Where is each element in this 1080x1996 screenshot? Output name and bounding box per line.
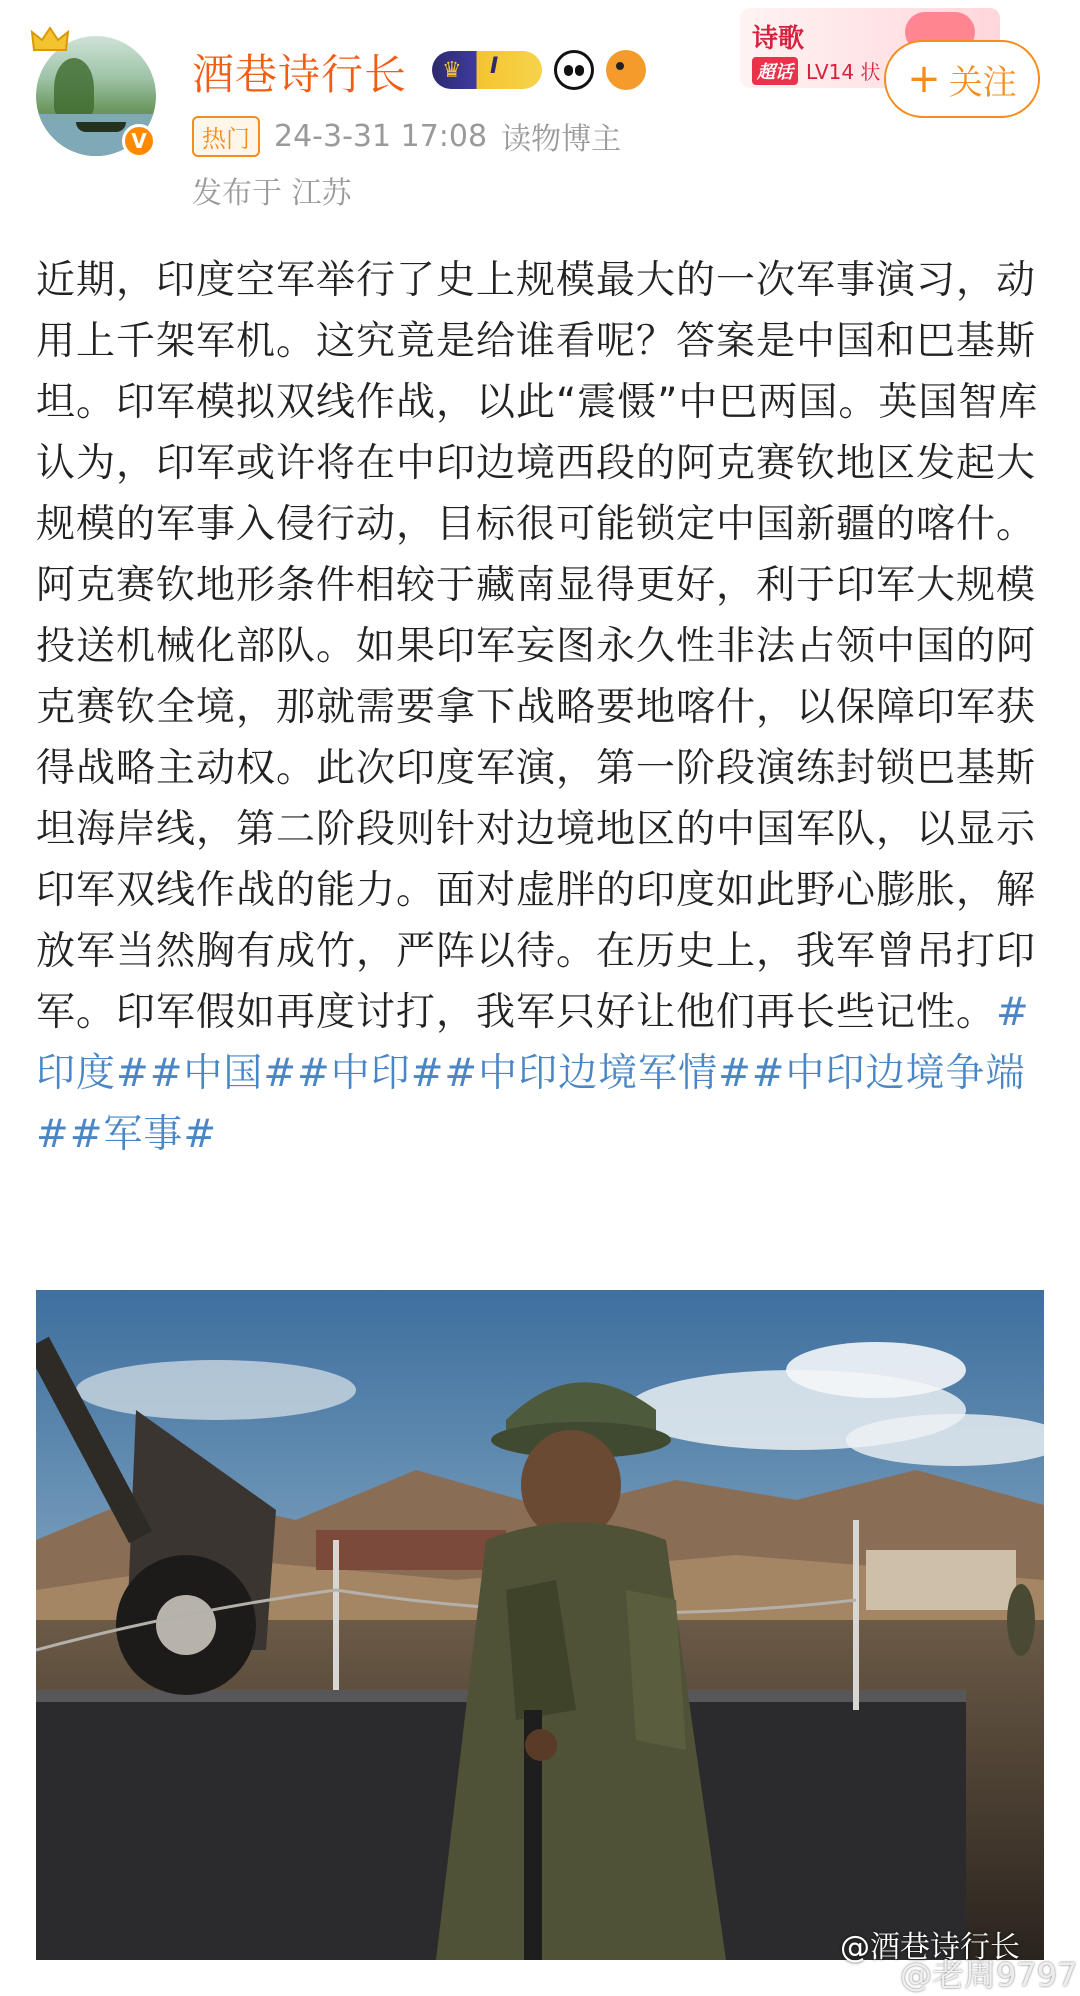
vip-level: I [490,54,499,79]
follow-label: 关注 [948,62,1017,103]
hashtag[interactable]: #军事# [69,1112,218,1157]
post-meta [192,116,621,156]
crown-icon [30,24,70,56]
hashtag[interactable]: #中国# [149,1051,298,1096]
post-body: 近期，印度空军举行了史上规模最大的一次军事演习，动用上千架军机。这究竟是给谁看呢？答案是中国和巴基斯坦。印军模拟双线作战，以此“震慑”中巴两国。英国智库认为，印军或许将在中印边境西段的阿克赛钦地区发起大规模的军事入侵行动，目标很可能锁定中国新疆的喀什。阿克赛钦地形条件相较于藏南显得更好，利于印军大规模投送机械化部队。如果印军妄图永久性非法占领中国的阿克赛钦全境，那就需要拿下战略要地喀什，以保障印军获得战略主动权。此次印度军演，第一阶段演练封锁巴基斯坦海岸线，第二阶段则针对边境地区的中国军队，以显示印军双线作战的能力。面对虚胖的印度如此野心膨胀，解放军当然胸有成竹，严阵以待。在历史上，我军曾吊打印军。印军假如再度讨打，我军只好让他们再长些记性。 [36,258,1039,1035]
timestamp: 24-3-31 17:08 [274,118,488,154]
hashtag[interactable]: #中印边境军情# [444,1051,752,1096]
hashtag[interactable]: #中印边境争端# [36,1051,1026,1157]
plus-icon: + [907,56,941,102]
post-content [36,250,1046,1165]
hashtag[interactable]: #中印# [297,1051,445,1096]
avatar[interactable] [36,36,156,156]
follow-button[interactable] [884,40,1040,118]
topic-title[interactable]: 诗歌 [752,24,805,54]
panda-icon[interactable] [554,50,594,90]
source-label: 读物博主 [501,122,622,157]
soldier-photo [36,1290,1044,1960]
location: 发布于 江苏 [192,176,352,211]
topic-row [752,56,880,85]
username[interactable]: 酒巷诗行长 [192,50,408,99]
super-topic-tag: 超话 [752,57,798,85]
image-watermark: @酒巷诗行长 [840,1930,1020,1965]
hot-tag: 热门 [192,116,260,157]
topic-level: LV14 状 [806,60,881,84]
post-header [0,0,1080,230]
fish-icon[interactable] [606,50,646,90]
verified-icon: V [122,124,156,158]
image-watermark-secondary: @老周9797 [900,1956,1078,1994]
hashtag[interactable]: #印度# [36,990,1030,1096]
user-badges [432,48,646,92]
post-image[interactable] [36,1290,1044,1960]
vip-badge-icon[interactable]: ♛ I [432,51,542,89]
